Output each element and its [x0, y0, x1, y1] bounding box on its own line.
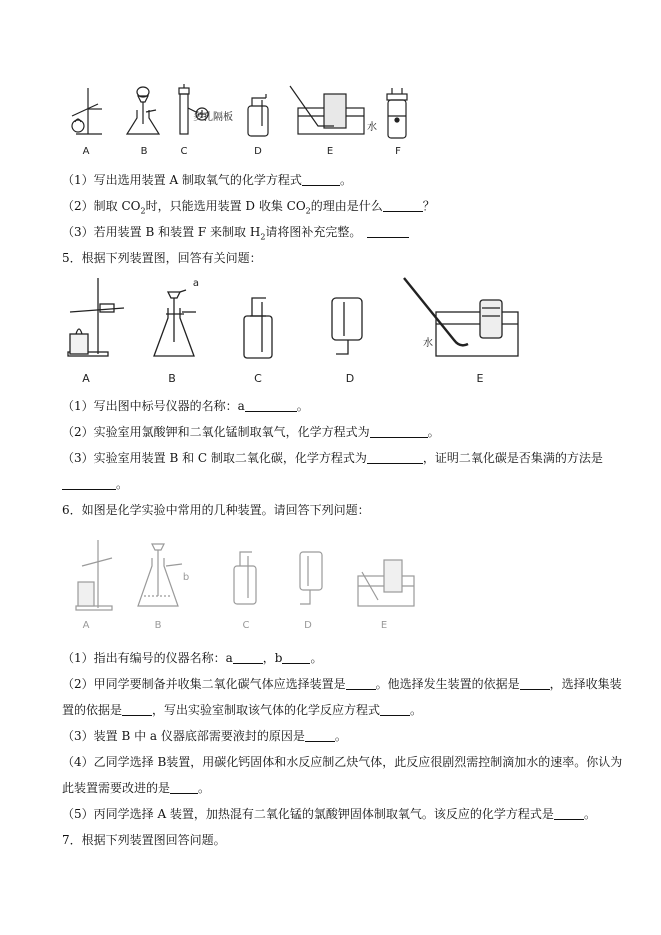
answer-blank[interactable] — [346, 677, 376, 690]
apparatus-e — [358, 560, 414, 606]
q6-item-4: （4）乙同学选择 B装置，用碳化钙固体和水反应制乙炔气体，此反应很剧烈需控制滴加水的速率。你认为 — [62, 755, 623, 769]
q7-title: 7．根据下列装置图回答问题。 — [62, 833, 226, 847]
answer-blank[interactable] — [245, 399, 297, 412]
label-d: D — [304, 620, 312, 631]
label-c: C — [180, 146, 188, 157]
q6-item-2-continued: 置的依据是 ，写出实验室制取该气体的化学反应方程式 。 — [62, 703, 423, 717]
answer-blank[interactable] — [170, 781, 198, 794]
label-a: A — [82, 620, 90, 631]
annotation-b: b — [182, 572, 190, 583]
apparatus-b — [127, 87, 159, 134]
label-b: B — [154, 620, 162, 631]
label-d: D — [254, 146, 262, 157]
q5-item-3: （3）实验室用装置 B 和 C 制取二氧化碳，化学方程式为 ，证明二氧化碳是否集满的方法是 — [62, 451, 603, 465]
q5-item-2: （2）实验室用氯酸钾和二氧化锰制取氧气，化学方程式为 。 — [62, 425, 440, 439]
q4-item-3: （3）若用装置 B 和装置 F 来制取 $H_2$请将图补充完整。 — [62, 224, 409, 245]
apparatus-a — [68, 278, 124, 356]
label-a: A — [82, 146, 90, 157]
label-e: E — [476, 372, 484, 385]
label-b: B — [168, 372, 176, 385]
figure-6-drawing — [62, 536, 422, 618]
apparatus-e — [290, 86, 364, 134]
apparatus-d — [248, 94, 268, 136]
answer-blank[interactable] — [367, 225, 409, 238]
apparatus-d — [332, 298, 362, 354]
apparatus-a — [72, 88, 102, 134]
answer-blank[interactable] — [302, 173, 340, 186]
answer-blank[interactable] — [554, 807, 584, 820]
answer-blank[interactable] — [305, 729, 335, 742]
figure-5-drawing — [62, 272, 532, 368]
label-b: B — [140, 146, 148, 157]
apparatus-a — [76, 540, 112, 610]
q6-item-2: （2）甲同学要制备并收集二氧化碳气体应选择装置是 。他选择发生装置的依据是 ，选择收集装 — [62, 677, 622, 691]
q4-item-1: （1）写出选用装置 A 制取氧气的化学方程式 。 — [62, 173, 352, 187]
figure-6-apparatus — [62, 536, 422, 636]
q6-item-5: （5）丙同学选择 A 装置，加热混有二氧化锰的氯酸钾固体制取氧气。该反应的化学方程式是 。 — [62, 807, 596, 821]
figure-5-apparatus — [62, 272, 532, 390]
label-f: F — [395, 146, 401, 157]
answer-blank[interactable] — [367, 451, 423, 464]
label-a: A — [82, 372, 90, 385]
label-e: E — [380, 620, 388, 631]
answer-blank[interactable] — [282, 651, 310, 664]
apparatus-b — [154, 290, 196, 356]
label-e: E — [326, 146, 334, 157]
q6-item-3: （3）装置 B 中 a 仪器底部需要液封的原因是 。 — [62, 729, 347, 743]
apparatus-d — [300, 552, 322, 604]
answer-blank[interactable] — [62, 477, 116, 490]
apparatus-c — [244, 298, 272, 358]
label-c: C — [254, 372, 262, 385]
answer-blank[interactable] — [122, 703, 152, 716]
q5-title: 5．根据下列装置图，回答有关问题： — [62, 251, 262, 265]
q6-item-4-continued: 此装置需要改进的是 。 — [62, 781, 211, 795]
annotation-water: 水 — [367, 122, 377, 133]
label-d: D — [345, 372, 355, 385]
annotation-a: a — [192, 278, 200, 289]
annotation-multi-hole-plate: 多孔隔板 — [193, 112, 233, 123]
q6-item-1: （1）指出有编号的仪器名称：a ，b 。 — [62, 651, 323, 665]
answer-blank[interactable] — [233, 651, 263, 664]
answer-blank[interactable] — [520, 677, 550, 690]
q4-item-2: （2）制取 $CO_2$时，只能选用装置 D 收集 $CO_2$的理由是什么 ？ — [62, 199, 435, 216]
answer-blank[interactable] — [370, 425, 428, 438]
figure-1-apparatus — [62, 82, 422, 162]
q6-title: 6．如图是化学实验中常用的几种装置。请回答下列问题： — [62, 503, 370, 517]
answer-blank[interactable] — [383, 199, 423, 212]
annotation-water: 水 — [423, 338, 433, 349]
q5-item-1: （1）写出图中标号仪器的名称：a 。 — [62, 399, 309, 413]
label-c: C — [242, 620, 250, 631]
figure-1-drawing — [62, 82, 422, 144]
q5-item-3-continued: 。 — [62, 476, 128, 492]
answer-blank[interactable] — [380, 703, 410, 716]
apparatus-f — [387, 88, 407, 138]
apparatus-c — [234, 552, 256, 604]
